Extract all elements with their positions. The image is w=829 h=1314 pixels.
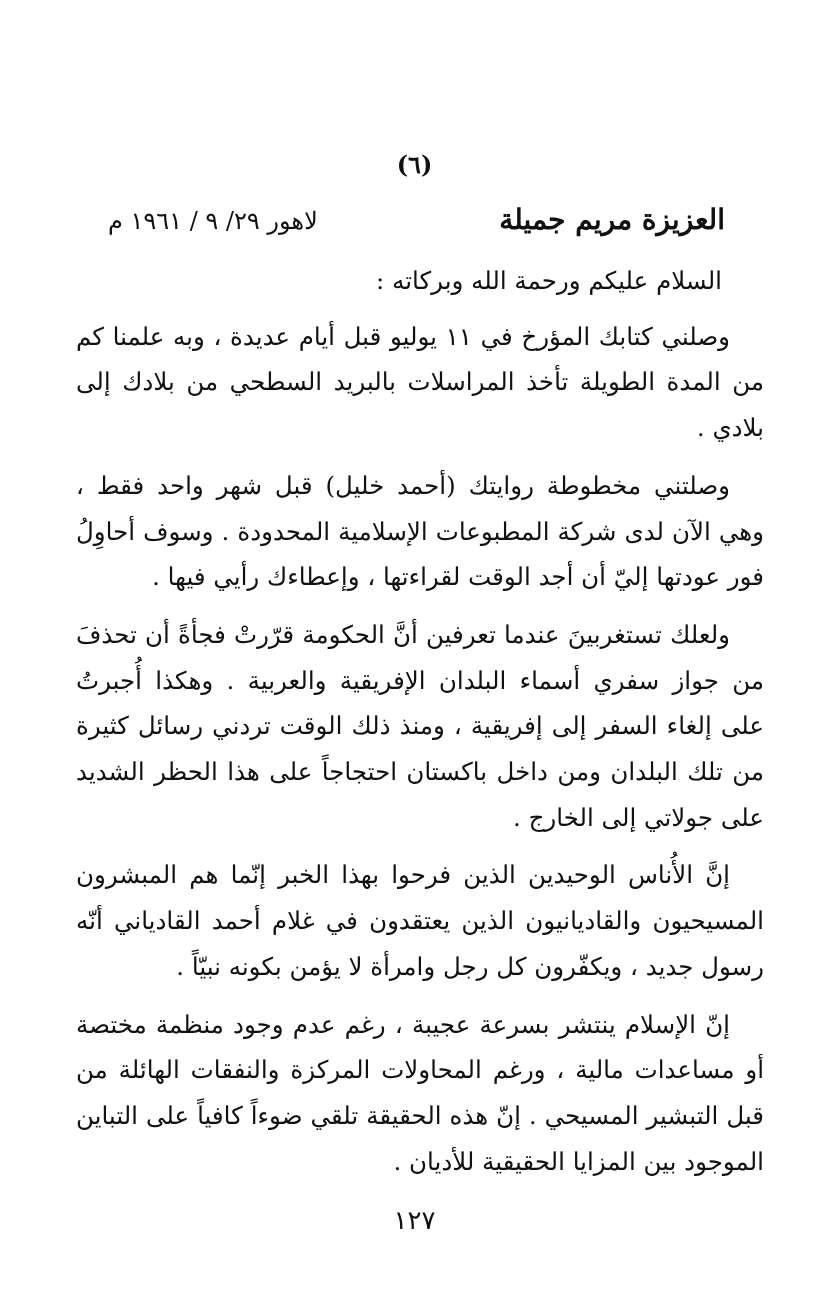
paragraph: وصلني كتابك المؤرخ في ١١ يوليو قبل أيام عديدة ، وبه علمنا كم من المدة الطويلة تأخذ المراسلات بالبريد السطحي من بلادك إلى بلادي . [76,321,764,443]
letter-number: (٦) [396,150,433,179]
paragraph: إنَّ الأُناس الوحيدين الذين فرحوا بهذا الخبر إنّما هم المبشرون المسيحيون والقاديانيون الذين يعتقدون في غلام أحمد القادياني أنّه رسول جديد ، ويكفّرون كل رجل وامرأة لا يؤمن بكونه نبيّاً . [76,860,764,981]
place-and-date: لاهور ٢٩/ ٩ / ١٩٦١ م [108,207,318,235]
letter-header [108,203,725,247]
paragraph: ولعلك تستغربينَ عندما تعرفين أنَّ الحكومة قرّرتْ فجأةً أن تحذفَ من جواز سفري أسماء البلدان الإفريقية والعربية . وهكذا أُجبرتُ على إلغاء السفر إلى إفريقية ، ومنذ ذلك الوقت تردني رسائل كثيرة من تلك البلدان ومن داخل باكستان احتجاجاً على هذا الحظر الشديد على جولاتي إلى الخارج . [76,619,764,832]
greeting: السلام عليكم ورحمة الله وبركاته : [376,266,722,295]
page-number: ١٢٧ [393,1206,436,1236]
letter-body [76,258,764,1196]
paragraph: وصلتني مخطوطة روايتك (أحمد خليل) قبل شهر واحد فقط ، وهي الآن لدى شركة المطبوعات الإسلامية المحدودة . وسوف أحاوِلُ فور عودتها إليّ أن أجد الوقت لقراءتها ، وإعطاءك رأيي فيها . [76,470,764,592]
paragraph: إنّ الإسلام ينتشر بسرعة عجيبة ، رغم عدم وجود منظمة مختصة أو مساعدات مالية ، ورغم المحاولات المركزة والنفقات الهائلة من قبل التبشير المسيحي . إنّ هذه الحقيقة تلقي ضوءاً كافياً على التباين الموجود بين المزايا الحقيقية للأديان . [76,1009,764,1176]
recipient-salutation: العزيزة مريم جميلة [499,203,725,236]
